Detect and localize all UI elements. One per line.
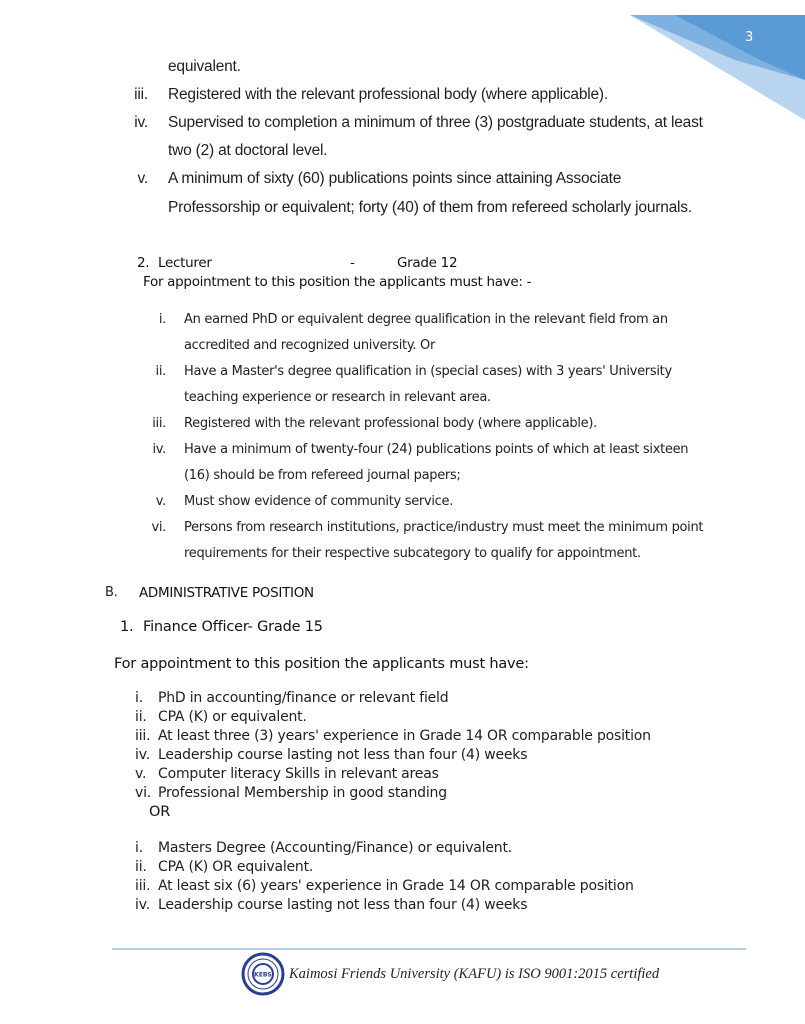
list-item-text: Leadership course lasting not less than four (4) weeks — [158, 897, 528, 913]
list-marker: ii. — [135, 709, 147, 725]
list-item-text: Masters Degree (Accounting/Finance) or equivalent. — [158, 840, 513, 856]
position-intro: For appointment to this position the applicants must have: — [114, 656, 529, 672]
list-marker: iv. — [152, 442, 166, 457]
list-marker: iii. — [135, 728, 151, 744]
list-item-text: Leadership course lasting not less than four (4) weeks — [158, 747, 528, 763]
list-item-text: Must show evidence of community service. — [184, 494, 454, 509]
footer-divider — [112, 948, 746, 950]
section-letter: B. — [105, 585, 118, 600]
list-marker: iii. — [134, 86, 148, 103]
list-marker: iii. — [152, 416, 166, 431]
list-item-text: Have a minimum of twenty-four (24) publications points of which at least sixteen — [184, 442, 689, 457]
position-grade: Grade 12 — [397, 255, 458, 271]
position-number: 2. — [137, 255, 150, 271]
list-item-text: accredited and recognized university. Or — [184, 338, 436, 353]
list-marker: i. — [135, 840, 143, 856]
list-item-text: At least six (6) years' experience in Grade 14 OR comparable position — [158, 878, 634, 894]
list-marker: i. — [135, 690, 143, 706]
list-item-text: Professorship or equivalent; forty (40) of them from refereed scholarly journals. — [168, 199, 692, 216]
list-item-text: CPA (K) OR equivalent. — [158, 859, 314, 875]
list-item-text: CPA (K) or equivalent. — [158, 709, 307, 725]
list-item-text: Registered with the relevant professional body (where applicable). — [168, 86, 608, 103]
list-item-text: A minimum of sixty (60) publications points since attaining Associate — [168, 170, 622, 187]
position-title: Lecturer — [158, 255, 212, 271]
section-title: ADMINISTRATIVE POSITION — [139, 585, 314, 601]
list-marker: v. — [137, 170, 148, 187]
list-item-text: two (2) at doctoral level. — [168, 142, 328, 159]
list-item-text: (16) should be from refereed journal papers; — [184, 468, 461, 483]
list-marker: v. — [135, 766, 147, 782]
list-marker: ii. — [135, 859, 147, 875]
list-marker: ii. — [155, 364, 166, 379]
position-number: 1. — [120, 619, 134, 635]
position-title: Finance Officer- Grade 15 — [143, 619, 323, 635]
list-marker: iv. — [135, 897, 150, 913]
kebs-logo-icon — [241, 952, 285, 996]
list-item-text: teaching experience or research in relevant area. — [184, 390, 491, 405]
list-item-text: Professional Membership in good standing — [158, 785, 447, 801]
list-marker: iii. — [135, 878, 151, 894]
list-item-text: PhD in accounting/finance or relevant field — [158, 690, 449, 706]
or-separator: OR — [149, 804, 171, 820]
position-dash: - — [350, 255, 355, 271]
footer-certification-text: Kaimosi Friends University (KAFU) is ISO 9001:2015 certified — [289, 966, 660, 982]
list-item-text: Persons from research institutions, practice/industry must meet the minimum point — [184, 520, 704, 535]
list-item-text: requirements for their respective subcategory to qualify for appointment. — [184, 546, 641, 561]
list-marker: i. — [158, 312, 166, 327]
list-item-text: Registered with the relevant professional body (where applicable). — [184, 416, 597, 431]
list-item-continuation: equivalent. — [168, 58, 241, 75]
list-marker: v. — [155, 494, 166, 509]
corner-decoration-icon — [615, 0, 805, 130]
list-marker: vi. — [151, 520, 166, 535]
list-marker: iv. — [135, 747, 150, 763]
list-item-text: Computer literacy Skills in relevant areas — [158, 766, 439, 782]
list-item-text: Have a Master's degree qualification in (special cases) with 3 years' University — [184, 364, 672, 379]
list-marker: vi. — [135, 785, 152, 801]
list-item-text: At least three (3) years' experience in Grade 14 OR comparable position — [158, 728, 651, 744]
list-marker: iv. — [134, 114, 148, 131]
page-number: 3 — [745, 30, 754, 45]
list-item-text: An earned PhD or equivalent degree qualification in the relevant field from an — [184, 312, 668, 327]
position-intro: For appointment to this position the applicants must have: - — [143, 274, 532, 290]
svg-text:KEBS: KEBS — [254, 971, 272, 979]
list-item-text: Supervised to completion a minimum of three (3) postgraduate students, at least — [168, 114, 703, 131]
